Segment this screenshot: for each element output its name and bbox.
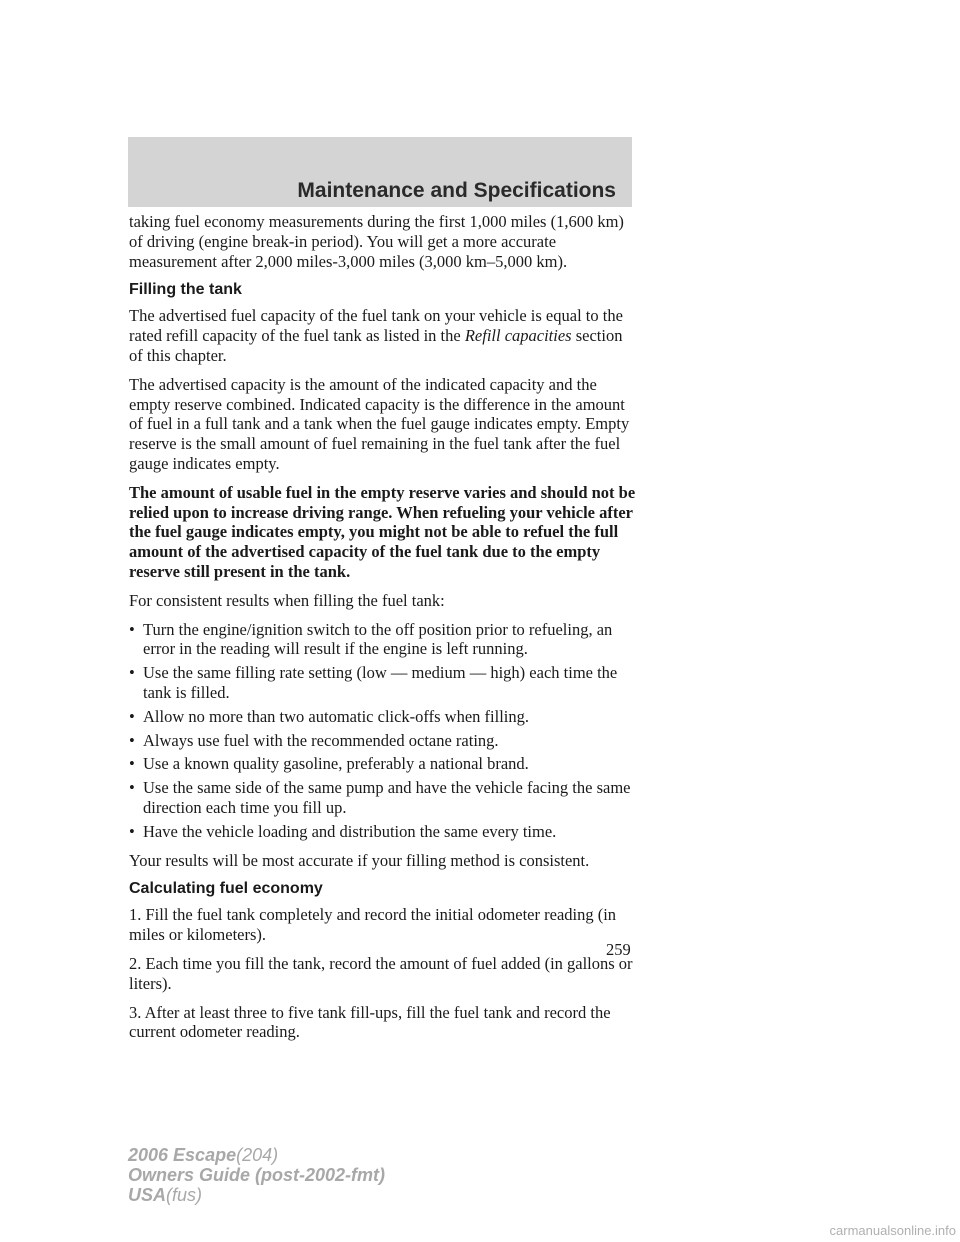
bullet-icon: • (129, 754, 135, 774)
site-watermark: carmanualsonline.info (829, 1223, 956, 1238)
bullet-icon: • (129, 706, 135, 726)
page-number: 259 (606, 940, 631, 959)
list-item-text: Use a known quality gasoline, preferably a national brand. (143, 754, 529, 774)
section-title: Maintenance and Specifications (297, 179, 616, 202)
list-item (129, 731, 639, 751)
list-item (129, 620, 639, 660)
list-item-text: Turn the engine/ignition switch to the off position prior to refueling, an error in the reading will result if the engine is left running. (143, 619, 613, 659)
list-item (129, 778, 639, 818)
calculating-heading: Calculating fuel economy (129, 880, 323, 898)
filling-p1-before: The advertised fuel capacity of the fuel tank on your vehicle is equal to the rated refill capacity of the fuel tank as listed in the (129, 306, 623, 346)
calc-step-1: 1. Fill the fuel tank completely and record the initial odometer reading (in miles or kilometers). (129, 905, 617, 945)
bullet-icon: • (129, 730, 135, 750)
list-intro: For consistent results when filling the fuel tank: (129, 590, 445, 610)
list-item-text: Allow no more than two automatic click-offs when filling. (143, 706, 529, 726)
footer-line-3 (128, 1185, 385, 1205)
list-item-text: Always use fuel with the recommended octane rating. (143, 730, 499, 750)
calc-step-2: 2. Each time you fill the tank, record the amount of fuel added (in gallons or liters). (129, 953, 633, 993)
footer-market: USA (128, 1185, 167, 1205)
list-item (129, 754, 639, 774)
bullet-icon: • (129, 619, 135, 639)
footer-market-code: (fus) (166, 1185, 203, 1205)
section-header-bar (128, 137, 632, 207)
page-content (129, 212, 639, 1051)
footer-model-code: (204) (236, 1145, 279, 1165)
document-footer (128, 1145, 385, 1205)
list-item-text: Use the same filling rate setting (low — medium — high) each time the tank is filled. (143, 663, 618, 702)
footer-model: 2006 Escape (128, 1145, 237, 1165)
filling-paragraph-1 (129, 306, 639, 365)
footer-line-1 (128, 1145, 385, 1165)
list-item (129, 822, 639, 842)
list-item (129, 663, 639, 703)
refill-capacities-reference: Refill capacities (464, 326, 572, 346)
filling-p1-after: section of this chapter. (129, 326, 623, 365)
bullet-icon: • (129, 778, 135, 798)
list-item (129, 707, 639, 727)
footer-line-2: Owners Guide (post-2002-fmt) (128, 1165, 386, 1185)
calc-step-3: 3. After at least three to five tank fill-ups, fill the fuel tank and record the current odometer reading. (129, 1002, 611, 1042)
bullet-icon: • (129, 821, 135, 841)
empty-reserve-warning: The amount of usable fuel in the empty reserve varies and should not be relied upon to increase driving range. When refueling your vehicle after the fuel gauge indicates empty, you might not be able to refuel the full amount of the advertised capacity of the fuel tank due to the empty reserve still present in the tank. (129, 482, 636, 581)
filling-heading: Filling the tank (129, 281, 242, 299)
list-item-text: Have the vehicle loading and distribution the same every time. (143, 821, 557, 841)
bullet-icon: • (129, 663, 135, 683)
filling-paragraph-2: The advertised capacity is the amount of the indicated capacity and the empty reserve combined. Indicated capacity is the difference in the amount of fuel in a full tank and a tank when the fuel gauge indicates empty. Empty reserve is the small amount of fuel remaining in the fuel tank after the fuel gauge indicates empty. (129, 374, 630, 473)
filling-tips-list (129, 620, 639, 842)
filling-closing: Your results will be most accurate if your filling method is consistent. (129, 850, 590, 870)
list-item-text: Use the same side of the same pump and have the vehicle facing the same direction each time you fill up. (143, 778, 631, 817)
intro-paragraph: taking fuel economy measurements during the first 1,000 miles (1,600 km) of driving (engine break-in period). You will get a more accurate measurement after 2,000 miles-3,000 miles (3,000 km–5,000 km). (129, 212, 624, 271)
